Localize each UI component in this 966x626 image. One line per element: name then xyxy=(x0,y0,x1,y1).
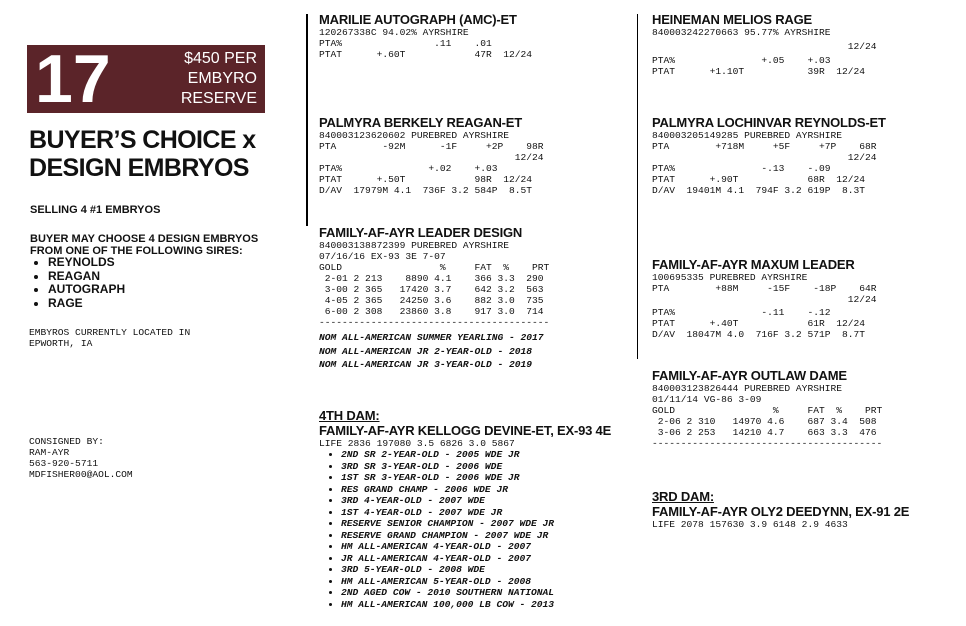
dam-heading: 4TH DAM: xyxy=(319,408,380,423)
stat-line: GOLD % FAT % PRT xyxy=(652,405,883,416)
award-line: NOM ALL-AMERICAN JR 2-YEAR-OLD - 2018 xyxy=(319,345,533,357)
award-item: • 2ND AGED COW - 2010 SOUTHERN NATIONAL xyxy=(341,587,611,599)
sire-name: PALMYRA LOCHINVAR REYNOLDS-ET xyxy=(652,115,886,130)
stat-line: 12/24 xyxy=(652,152,877,163)
column-divider xyxy=(306,14,308,226)
sire-name: HEINEMAN MELIOS RAGE xyxy=(652,12,812,27)
location-line: EPWORTH, IA xyxy=(29,338,93,349)
stat-line: 840003242270663 95.77% AYRSHIRE xyxy=(652,27,831,38)
lot-price-line: RESERVE xyxy=(180,90,257,107)
award-item: • RESERVE SENIOR CHAMPION - 2007 WDE JR xyxy=(341,518,611,530)
dam-name: FAMILY-AF-AYR OUTLAW DAME xyxy=(652,368,847,383)
award-item: • HM ALL-AMERICAN 100,000 LB COW - 2013 xyxy=(341,599,611,611)
stat-line: PTA% +.02 +.03 xyxy=(319,163,498,174)
stat-line: 01/11/14 VG-86 3-09 xyxy=(652,394,762,405)
sire-stats xyxy=(319,130,544,196)
award-item: • 1ST 4-YEAR-OLD - 2007 WDE JR xyxy=(341,507,611,519)
lot-price-line: $450 PER xyxy=(184,50,257,67)
stat-line: 840003138872399 PUREBRED AYRSHIRE xyxy=(319,240,509,251)
choose-line: FROM ONE OF THE FOLLOWING SIRES: xyxy=(30,245,243,257)
fourth-dam xyxy=(319,408,611,610)
sire-rage xyxy=(652,12,877,77)
stat-line: 840003123620602 PUREBRED AYRSHIRE xyxy=(319,130,509,141)
lot-number: 17 xyxy=(35,41,111,117)
consigner-line: RAM-AYR xyxy=(29,447,70,458)
sire-reagan xyxy=(319,115,544,196)
stat-line: 3-00 2 365 17420 3.7 642 3.2 563 xyxy=(319,284,544,295)
stat-line: PTAT +.90T 68R 12/24 xyxy=(652,174,866,185)
stat-line: PTAT +1.10T 39R 12/24 xyxy=(652,66,866,77)
sire-stats xyxy=(319,27,532,60)
stat-line: 6-00 2 308 23860 3.8 917 3.0 714 xyxy=(319,306,544,317)
dam-life: LIFE 2078 157630 3.9 6148 2.9 4633 xyxy=(652,519,848,530)
sire-maxum xyxy=(652,257,877,340)
choose-line: BUYER MAY CHOOSE 4 DESIGN EMBRYOS xyxy=(30,233,259,245)
award-item: • JR ALL-AMERICAN 4-YEAR-OLD - 2007 xyxy=(341,553,611,565)
award-item: • 2ND SR 2-YEAR-OLD - 2005 WDE JR xyxy=(341,449,611,461)
lot-price-line: EMBYRO xyxy=(187,70,257,87)
stat-line: 4-05 2 365 24250 3.6 882 3.0 735 xyxy=(319,295,544,306)
stat-line: PTA% -.13 -.09 xyxy=(652,163,831,174)
lot-price xyxy=(181,49,257,109)
stat-line: PTA +718M +5F +7P 68R xyxy=(652,141,877,152)
stat-line: PTA% -.11 -.12 xyxy=(652,307,831,318)
award-line: NOM ALL-AMERICAN JR 3-YEAR-OLD - 2019 xyxy=(319,359,533,370)
stat-line: 07/16/16 EX-93 3E 7-07 xyxy=(319,251,446,262)
consigner-line: 563-920-5711 xyxy=(29,458,99,469)
sire-option: • AUTOGRAPH xyxy=(48,283,125,297)
award-item: • RES GRAND CHAMP - 2006 WDE JR xyxy=(341,484,611,496)
dam-outlaw xyxy=(652,368,882,449)
stat-line: ---------------------------------------- xyxy=(652,438,883,449)
consigner-line: CONSIGNED BY: xyxy=(29,436,104,447)
award-item: • 3RD SR 3-YEAR-OLD - 2006 WDE xyxy=(341,461,611,473)
stat-line: PTAT +.50T 98R 12/24 xyxy=(319,174,533,185)
award-line: NOM ALL-AMERICAN SUMMER YEARLING - 2017 xyxy=(319,332,544,343)
dam-name: FAMILY-AF-AYR OLY2 DEEDYNN, EX-91 2E xyxy=(652,504,910,519)
award-item: • 3RD 5-YEAR-OLD - 2008 WDE xyxy=(341,564,611,576)
stat-line: 840003205149285 PUREBRED AYRSHIRE xyxy=(652,130,842,141)
headline-line: BUYER’S CHOICE x xyxy=(29,126,256,154)
selling-note: SELLING 4 #1 EMBRYOS xyxy=(30,204,161,216)
stat-line: GOLD % FAT % PRT xyxy=(319,262,550,273)
sire-option: • REAGAN xyxy=(48,270,125,284)
headline-line: DESIGN EMBRYOS xyxy=(29,154,249,182)
sire-reynolds xyxy=(652,115,886,196)
dam-name: FAMILY-AF-AYR LEADER DESIGN xyxy=(319,225,523,240)
stat-line: PTA +88M -15F -18P 64R xyxy=(652,283,877,294)
stat-line: 3-06 2 253 14210 4.7 663 3.3 476 xyxy=(652,427,877,438)
dam-design xyxy=(319,225,549,372)
dam-stats xyxy=(652,383,882,449)
third-dam xyxy=(652,489,909,530)
sire-option: • RAGE xyxy=(48,297,125,311)
sire-options-list xyxy=(18,256,125,310)
stat-line: PTA% .11 .01 xyxy=(319,38,492,49)
stat-line: PTAT +.60T 47R 12/24 xyxy=(319,49,533,60)
stat-line: 12/24 xyxy=(652,294,877,305)
stat-line: 120267338C 94.02% AYRSHIRE xyxy=(319,27,469,38)
stat-line: ---------------------------------------- xyxy=(319,317,550,328)
sire-name: PALMYRA BERKELY REAGAN-ET xyxy=(319,115,523,130)
award-item: • 1ST SR 3-YEAR-OLD - 2006 WDE JR xyxy=(341,472,611,484)
location-note xyxy=(29,327,190,349)
consigner-info xyxy=(29,436,133,480)
stat-line: D/AV 17979M 4.1 736F 3.2 584P 8.5T xyxy=(319,185,533,196)
stat-line: 100695335 PUREBRED AYRSHIRE xyxy=(652,272,808,283)
dam-awards xyxy=(319,331,549,372)
sire-name: MARILIE AUTOGRAPH (AMC)-ET xyxy=(319,12,517,27)
sire-name: FAMILY-AF-AYR MAXUM LEADER xyxy=(652,257,855,272)
dam-stats xyxy=(319,240,549,328)
award-item: • 3RD 4-YEAR-OLD - 2007 WDE xyxy=(341,495,611,507)
stat-line: 2-06 2 310 14970 4.6 687 3.4 508 xyxy=(652,416,877,427)
lot-banner xyxy=(27,41,265,117)
dam-awards-list xyxy=(319,449,611,610)
award-item: • RESERVE GRAND CHAMPION - 2007 WDE JR xyxy=(341,530,611,542)
stat-line: PTA% +.05 +.03 xyxy=(652,55,831,66)
sire-option: • REYNOLDS xyxy=(48,256,125,270)
dam-name: FAMILY-AF-AYR KELLOGG DEVINE-ET, EX-93 4E xyxy=(319,423,612,438)
dam-heading: 3RD DAM: xyxy=(652,489,714,504)
dam-life: LIFE 2836 197080 3.5 6826 3.0 5867 xyxy=(319,438,515,449)
consigner-line: MDFISHER00@AOL.COM xyxy=(29,469,133,480)
column-divider xyxy=(637,14,638,359)
stat-line: D/AV 19401M 4.1 794F 3.2 619P 8.3T xyxy=(652,185,866,196)
award-item: • HM ALL-AMERICAN 4-YEAR-OLD - 2007 xyxy=(341,541,611,553)
stat-line: PTAT +.40T 61R 12/24 xyxy=(652,318,866,329)
page-headline xyxy=(29,126,256,182)
sire-stats xyxy=(652,27,877,77)
stat-line: 840003123826444 PUREBRED AYRSHIRE xyxy=(652,383,842,394)
sire-stats xyxy=(652,272,877,340)
choose-note xyxy=(30,233,258,257)
sire-stats xyxy=(652,130,886,196)
stat-line: PTA -92M -1F +2P 98R xyxy=(319,141,544,152)
location-line: EMBYROS CURRENTLY LOCATED IN xyxy=(29,327,191,338)
stat-line: D/AV 18047M 4.0 716F 3.2 571P 8.7T xyxy=(652,329,866,340)
stat-line: 2-01 2 213 8890 4.1 366 3.3 290 xyxy=(319,273,544,284)
stat-line: 12/24 xyxy=(319,152,544,163)
award-item: • HM ALL-AMERICAN 5-YEAR-OLD - 2008 xyxy=(341,576,611,588)
sire-autograph xyxy=(319,12,532,60)
stat-line: 12/24 xyxy=(652,41,877,52)
